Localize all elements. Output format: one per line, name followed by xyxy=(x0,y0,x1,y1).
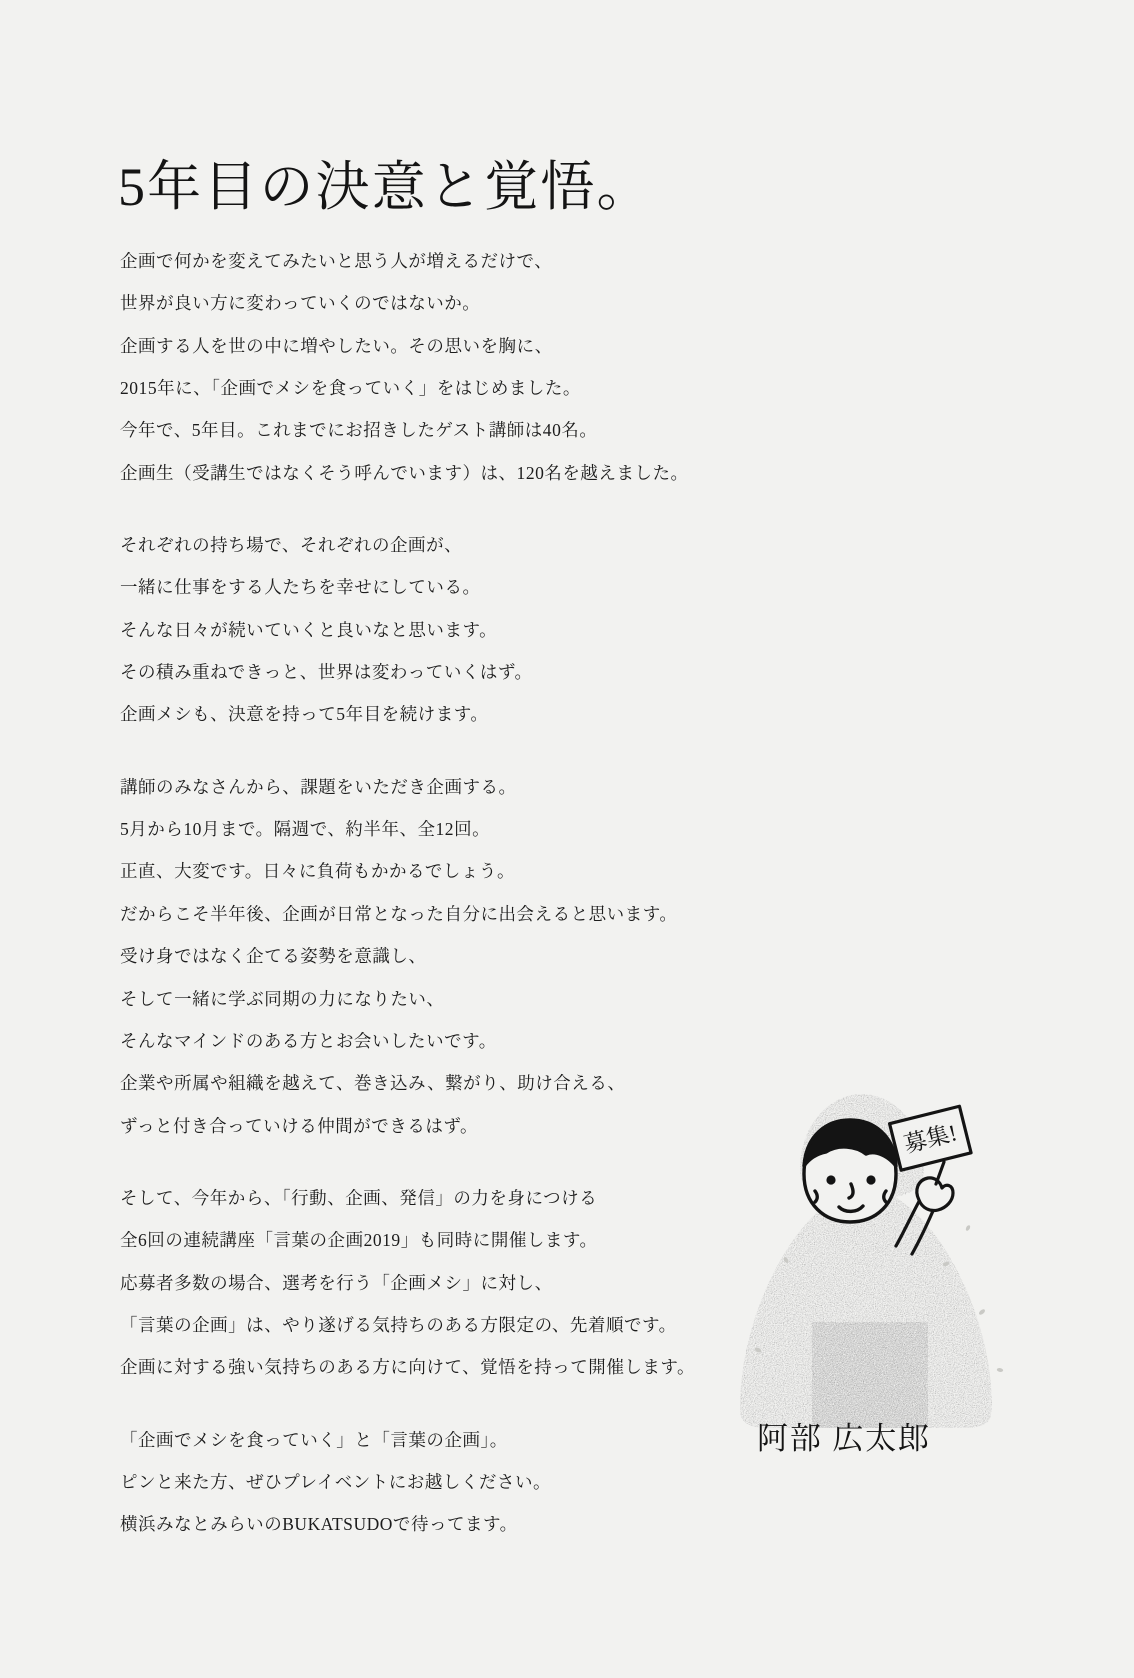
copy-line: だからこそ半年後、企画が日常となった自分に出会えると思います。 xyxy=(120,903,678,924)
copy-line: そんな日々が続いていくと良いなと思います。 xyxy=(120,619,498,640)
copy-line: 世界が良い方に変わっていくのではないか。 xyxy=(120,293,481,314)
copy-line: 正直、大変です。日々に負荷もかかるでしょう。 xyxy=(120,861,515,882)
copy-line: 今年で、5年目。これまでにお招きしたゲスト講師は40名。 xyxy=(120,420,598,441)
page-title: 5年目の決意と覚悟。 xyxy=(118,157,653,218)
copy-line: 全6回の連続講座「言葉の企画2019」も同時に開催します。 xyxy=(120,1230,598,1251)
right-eye-icon xyxy=(866,1175,875,1184)
body-copy xyxy=(120,240,760,1546)
paragraph-1 xyxy=(120,240,760,494)
author-signature: 阿部 広太郎 xyxy=(757,1421,931,1456)
copy-line: 講師のみなさんから、課題をいただき企画する。 xyxy=(120,776,517,797)
copy-line: そんなマインドのある方とお会いしたいです。 xyxy=(120,1030,497,1051)
copy-line: ずっと付き合っていける仲間ができるはず。 xyxy=(120,1115,479,1136)
copy-line: 企画する人を世の中に増やしたい。その思いを胸に、 xyxy=(120,335,553,356)
paragraph-5 xyxy=(120,1419,760,1546)
copy-line: 企画に対する強い気持ちのある方に向けて、覚悟を持って開催します。 xyxy=(120,1357,696,1378)
copy-line: 企画メシも、決意を持って5年目を続けます。 xyxy=(120,704,489,725)
paragraph-4 xyxy=(120,1177,760,1389)
copy-line: 5月から10月まで。隔週で、約半年、全12回。 xyxy=(120,819,491,840)
paragraph-2 xyxy=(120,524,760,736)
copy-line: 企画で何かを変えてみたいと思う人が増えるだけで、 xyxy=(120,251,553,271)
copy-line: そして一緒に学ぶ同期の力になりたい、 xyxy=(120,988,445,1009)
paragraph-3 xyxy=(120,766,760,1147)
copy-line: そして、今年から、「行動、企画、発信」の力を身につける xyxy=(120,1187,598,1208)
copy-line: 企画生（受講生ではなくそう呼んでいます）は、120名を越えました。 xyxy=(120,462,689,483)
face-group xyxy=(804,1120,896,1222)
copy-line: 受け身ではなく企てる姿勢を意識し、 xyxy=(120,946,427,967)
sign-pole xyxy=(936,1162,944,1184)
sign-label: 募集! xyxy=(901,1120,960,1158)
copy-line: 「言葉の企画」は、やり遂げる気持ちのある方限定の、先着順です。 xyxy=(120,1314,677,1335)
copy-line: 一緒に仕事をする人たちを幸せにしている。 xyxy=(120,577,481,598)
copy-line: それぞれの持ち場で、それぞれの企画が、 xyxy=(120,535,463,556)
copy-line: 企業や所属や組織を越えて、巻き込み、繋がり、助け合える、 xyxy=(120,1073,626,1094)
left-eye-icon xyxy=(826,1175,835,1184)
copy-line: 2015年に、「企画でメシを食っていく」をはじめました。 xyxy=(120,378,581,399)
copy-line: 横浜みなとみらいのBUKATSUDOで待ってます。 xyxy=(120,1514,518,1535)
copy-line: その積み重ねできっと、世界は変わっていくはず。 xyxy=(120,662,533,683)
copy-line: ピンと来た方、ぜひプレイベントにお越しください。 xyxy=(120,1471,552,1492)
copy-line: 「企画でメシを食っていく」と「言葉の企画」。 xyxy=(120,1429,508,1450)
copy-line: 応募者多数の場合、選考を行う「企画メシ」に対し、 xyxy=(120,1272,553,1293)
